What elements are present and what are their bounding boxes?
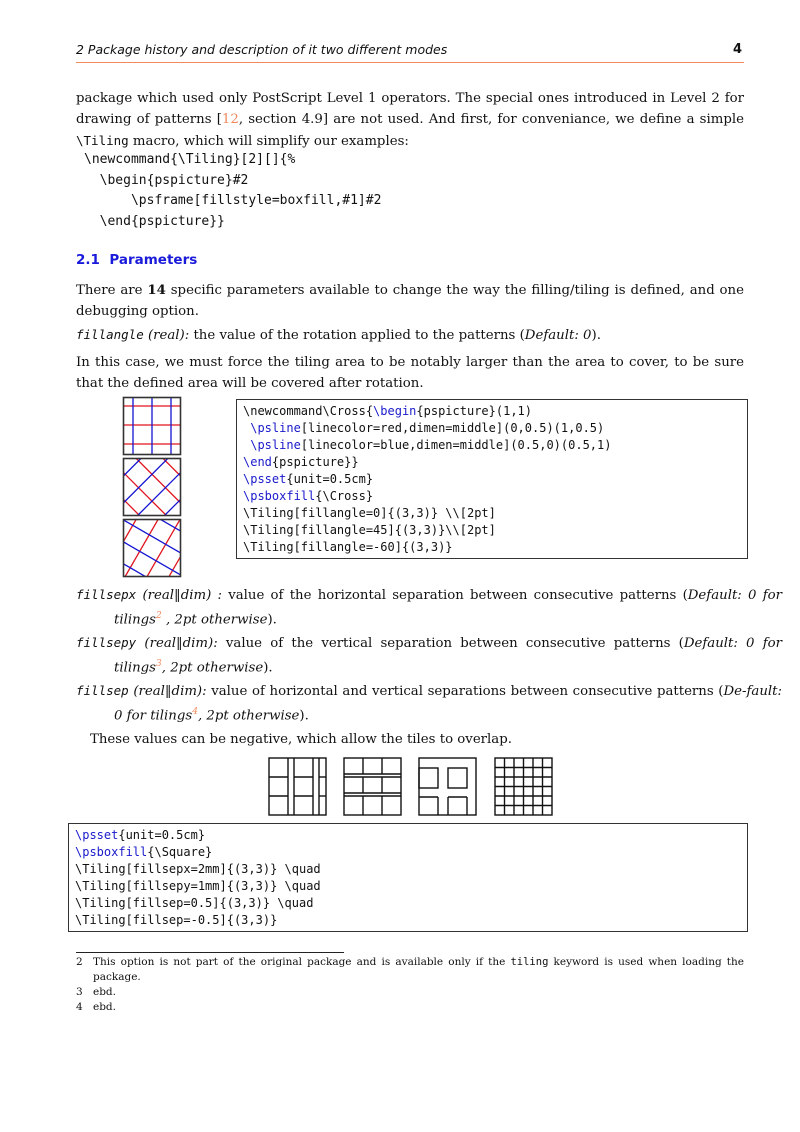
param-fillsepy: fillsepy (real‖dim): value of the vertical separation between consecutive patterns (Default: 0 for tilings$^3$, 2pt otherwise). bbox=[76, 635, 782, 676]
code-line: \psboxfill{\Square} bbox=[75, 845, 213, 859]
footnote-3: 3 ebd. bbox=[76, 986, 116, 998]
section-number: 2.1 bbox=[76, 252, 100, 268]
param-name: fillangle bbox=[76, 327, 144, 342]
param-count: 14 bbox=[147, 283, 166, 298]
footnote-4: 4 ebd. bbox=[76, 1001, 116, 1013]
code-line: \newcommand\Cross{\begin{pspicture}(1,1) bbox=[243, 404, 532, 418]
code-line: \psset{unit=0.5cm} bbox=[75, 828, 206, 842]
tiling-fillsepx bbox=[269, 758, 326, 815]
chapter-title: 2 Package history and description of it two different modes bbox=[76, 42, 448, 57]
code-line: \Tiling[fillangle=0]{(3,3)} \\[2pt] bbox=[243, 506, 496, 520]
fillsep-example-code bbox=[68, 823, 748, 932]
footnote-ref[interactable]: 3 bbox=[156, 659, 162, 669]
footnotes bbox=[76, 955, 744, 1015]
footnote-2: 2 This option is not part of the original package and is available only if the tiling keyword is used when loading the package. bbox=[76, 956, 745, 983]
params-intro: There are 14 specific parameters available to change the way the filling/tiling is defined, and one debugging option. bbox=[76, 283, 744, 319]
tiling-fillsep-positive bbox=[419, 758, 476, 815]
tiling-fillsepy bbox=[344, 758, 401, 815]
tiling-fillsep-negative bbox=[495, 758, 552, 815]
code-line: \Tiling[fillsepx=2mm]{(3,3)} \quad bbox=[75, 862, 321, 876]
intro-paragraph: package which used only PostScript Level 1 operators. The special ones introduced in Level 2 for drawing of patterns [12, section 4.9] are not used. And first, for conveniance, we define a simple \Tiling macro, which will simplify our examples: bbox=[76, 91, 744, 149]
negative-values-note: These values can be negative, which allow the tiles to overlap. bbox=[90, 732, 512, 747]
fillangle-figures bbox=[122, 396, 184, 578]
footnote-ref[interactable]: 4 bbox=[192, 707, 198, 717]
fillangle-example-code bbox=[236, 399, 748, 559]
tiling-angle-0 bbox=[122, 396, 182, 456]
running-header bbox=[76, 42, 744, 63]
citation-link[interactable]: 12 bbox=[221, 112, 239, 127]
section-title: Parameters bbox=[109, 252, 198, 268]
param-fillangle: fillangle (real): the value of the rotation applied to the patterns (Default: 0). bbox=[76, 327, 601, 343]
code-line: \Tiling[fillsep=-0.5]{(3,3)} bbox=[75, 913, 278, 927]
fillangle-note: In this case, we must force the tiling area to be notably larger than the area to cover, to be sure that the defined area will be covered after rotation. bbox=[76, 355, 744, 391]
code-line: \psline[linecolor=red,dimen=middle](0,0.5)(1,0.5) bbox=[250, 421, 605, 435]
fillsep-figures bbox=[268, 757, 554, 819]
macro-name: \Tiling bbox=[76, 133, 129, 148]
page-number: 4 bbox=[732, 42, 742, 57]
code-line: \Tiling[fillangle=45]{(3,3)}\\[2pt] bbox=[243, 523, 496, 537]
code-line: \psset{unit=0.5cm} bbox=[243, 472, 374, 486]
code-line: \end{pspicture}} bbox=[243, 455, 359, 469]
code-line: \psboxfill{\Cross} bbox=[243, 489, 374, 503]
param-fillsepx: fillsepx (real‖dim) : value of the horizontal separation between consecutive patterns (Default: 0 for tilings$^2$ , 2pt otherwise). bbox=[76, 587, 782, 628]
code-line: \psline[linecolor=blue,dimen=middle](0.5,0)(0.5,1) bbox=[250, 438, 612, 452]
code-line: \Tiling[fillsepy=1mm]{(3,3)} \quad bbox=[75, 879, 321, 893]
section-heading bbox=[76, 252, 197, 268]
tiling-definition-code: \newcommand{\Tiling}[2][]{% \begin{pspicture}#2 \psframe[fillstyle=boxfill,#1]#2 \end{pspicture}} bbox=[84, 152, 382, 229]
code-line: \Tiling[fillangle=-60]{(3,3)} bbox=[243, 540, 453, 554]
footnote-rule bbox=[76, 952, 344, 953]
tiling-angle-neg60 bbox=[122, 466, 184, 578]
code-line: \Tiling[fillsep=0.5]{(3,3)} \quad bbox=[75, 896, 314, 910]
param-fillsep: fillsep (real‖dim): value of horizontal and vertical separations between consecutive patterns (De-fault: 0 for tilings$^4$, 2pt otherwise). bbox=[76, 683, 782, 724]
footnote-ref[interactable]: 2 bbox=[156, 611, 162, 621]
